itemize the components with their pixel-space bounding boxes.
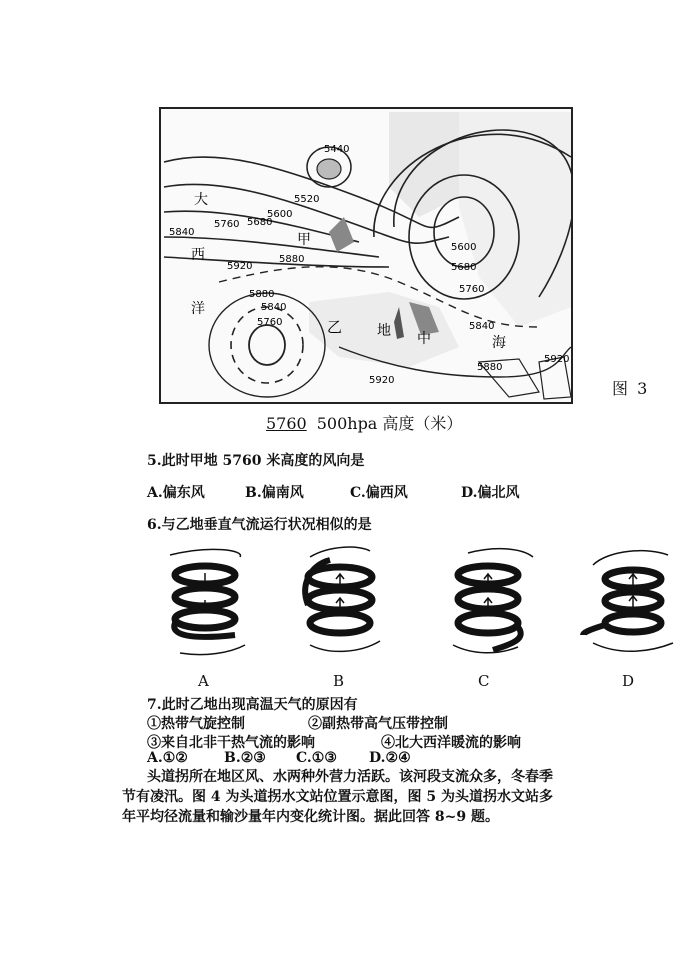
question-6: 6.与乙地垂直气流运行状况相似的是: [147, 517, 372, 533]
map-caption: [266, 411, 462, 434]
contour-label: 5880: [477, 362, 503, 373]
q7-option-a: A.①②: [147, 750, 188, 766]
figure-label: 图 3: [612, 379, 650, 398]
contour-label: 5440: [324, 144, 350, 155]
q7-option-c: C.①③: [296, 750, 337, 766]
map-svg: [159, 107, 573, 404]
spiral-label-d: D: [622, 672, 635, 690]
contour-label: 5840: [169, 227, 195, 238]
contour-label: 5920: [227, 261, 253, 272]
region-label: 海: [492, 335, 506, 351]
caption-value: 5760: [266, 414, 307, 433]
region-label: 中: [417, 331, 431, 347]
q5-option-a: A.偏东风: [147, 485, 205, 501]
contour-label: 5760: [459, 284, 485, 295]
spiral-diagram-d: [578, 545, 688, 660]
contour-label: 5920: [544, 354, 570, 365]
weather-map: [159, 107, 573, 404]
contour-label: 5760: [257, 317, 283, 328]
question-7: 7.此时乙地出现高温天气的原因有: [147, 697, 358, 713]
spiral-diagram-c: [438, 545, 548, 660]
q7-option-d: D.②④: [369, 750, 411, 766]
q5-option-d: D.偏北风: [461, 485, 520, 501]
region-label: 地: [377, 323, 391, 339]
q7-option-b: B.②③: [224, 750, 266, 766]
spiral-label-a: A: [198, 672, 209, 690]
q5-option-b: B.偏南风: [245, 485, 304, 501]
q7-item-1: ①热带气旋控制: [147, 716, 245, 732]
spiral-label-c: C: [478, 672, 490, 690]
spiral-label-b: B: [333, 672, 345, 690]
contour-label: 5920: [369, 375, 395, 386]
contour-label: 5840: [261, 302, 287, 313]
contour-label: 5760: [214, 219, 240, 230]
q5-option-c: C.偏西风: [350, 485, 408, 501]
q7-item-2: ②副热带高气压带控制: [308, 716, 448, 732]
region-label: 大: [194, 192, 208, 208]
region-label-jia: 甲: [297, 232, 311, 248]
region-label: 西: [191, 247, 205, 263]
region-label: 洋: [191, 301, 205, 317]
spiral-diagram-a: [150, 545, 260, 660]
contour-label: 5600: [451, 242, 477, 253]
question-5: 5.此时甲地 5760 米高度的风向是: [147, 453, 365, 469]
contour-label: 5880: [249, 289, 275, 300]
q7-item-4: ④北大西洋暖流的影响: [381, 735, 521, 751]
contour-label: 5680: [451, 262, 477, 273]
spiral-diagram-b: [290, 545, 400, 660]
contour-label: 5840: [469, 321, 495, 332]
q7-item-3: ③来自北非干热气流的影响: [147, 735, 315, 751]
region-label-yi: 乙: [327, 318, 343, 336]
contour-label: 5520: [294, 194, 320, 205]
reading-passage: 头道拐所在地区风、水两种外营力活跃。该河段支流众多，冬春季节有凌汛。图 4 为头道拐水文站位置示意图，图 5 为头道拐水文站多年平均径流量和输沙量年内变化统计图。据此回答 8~9 题。: [122, 769, 553, 825]
contour-label: 5880: [279, 254, 305, 265]
contour-label: 5680: [247, 217, 273, 228]
caption-text: 500hpa 高度（米）: [316, 414, 463, 433]
contour-label: 5600: [267, 209, 293, 220]
contour-line: [317, 159, 341, 179]
